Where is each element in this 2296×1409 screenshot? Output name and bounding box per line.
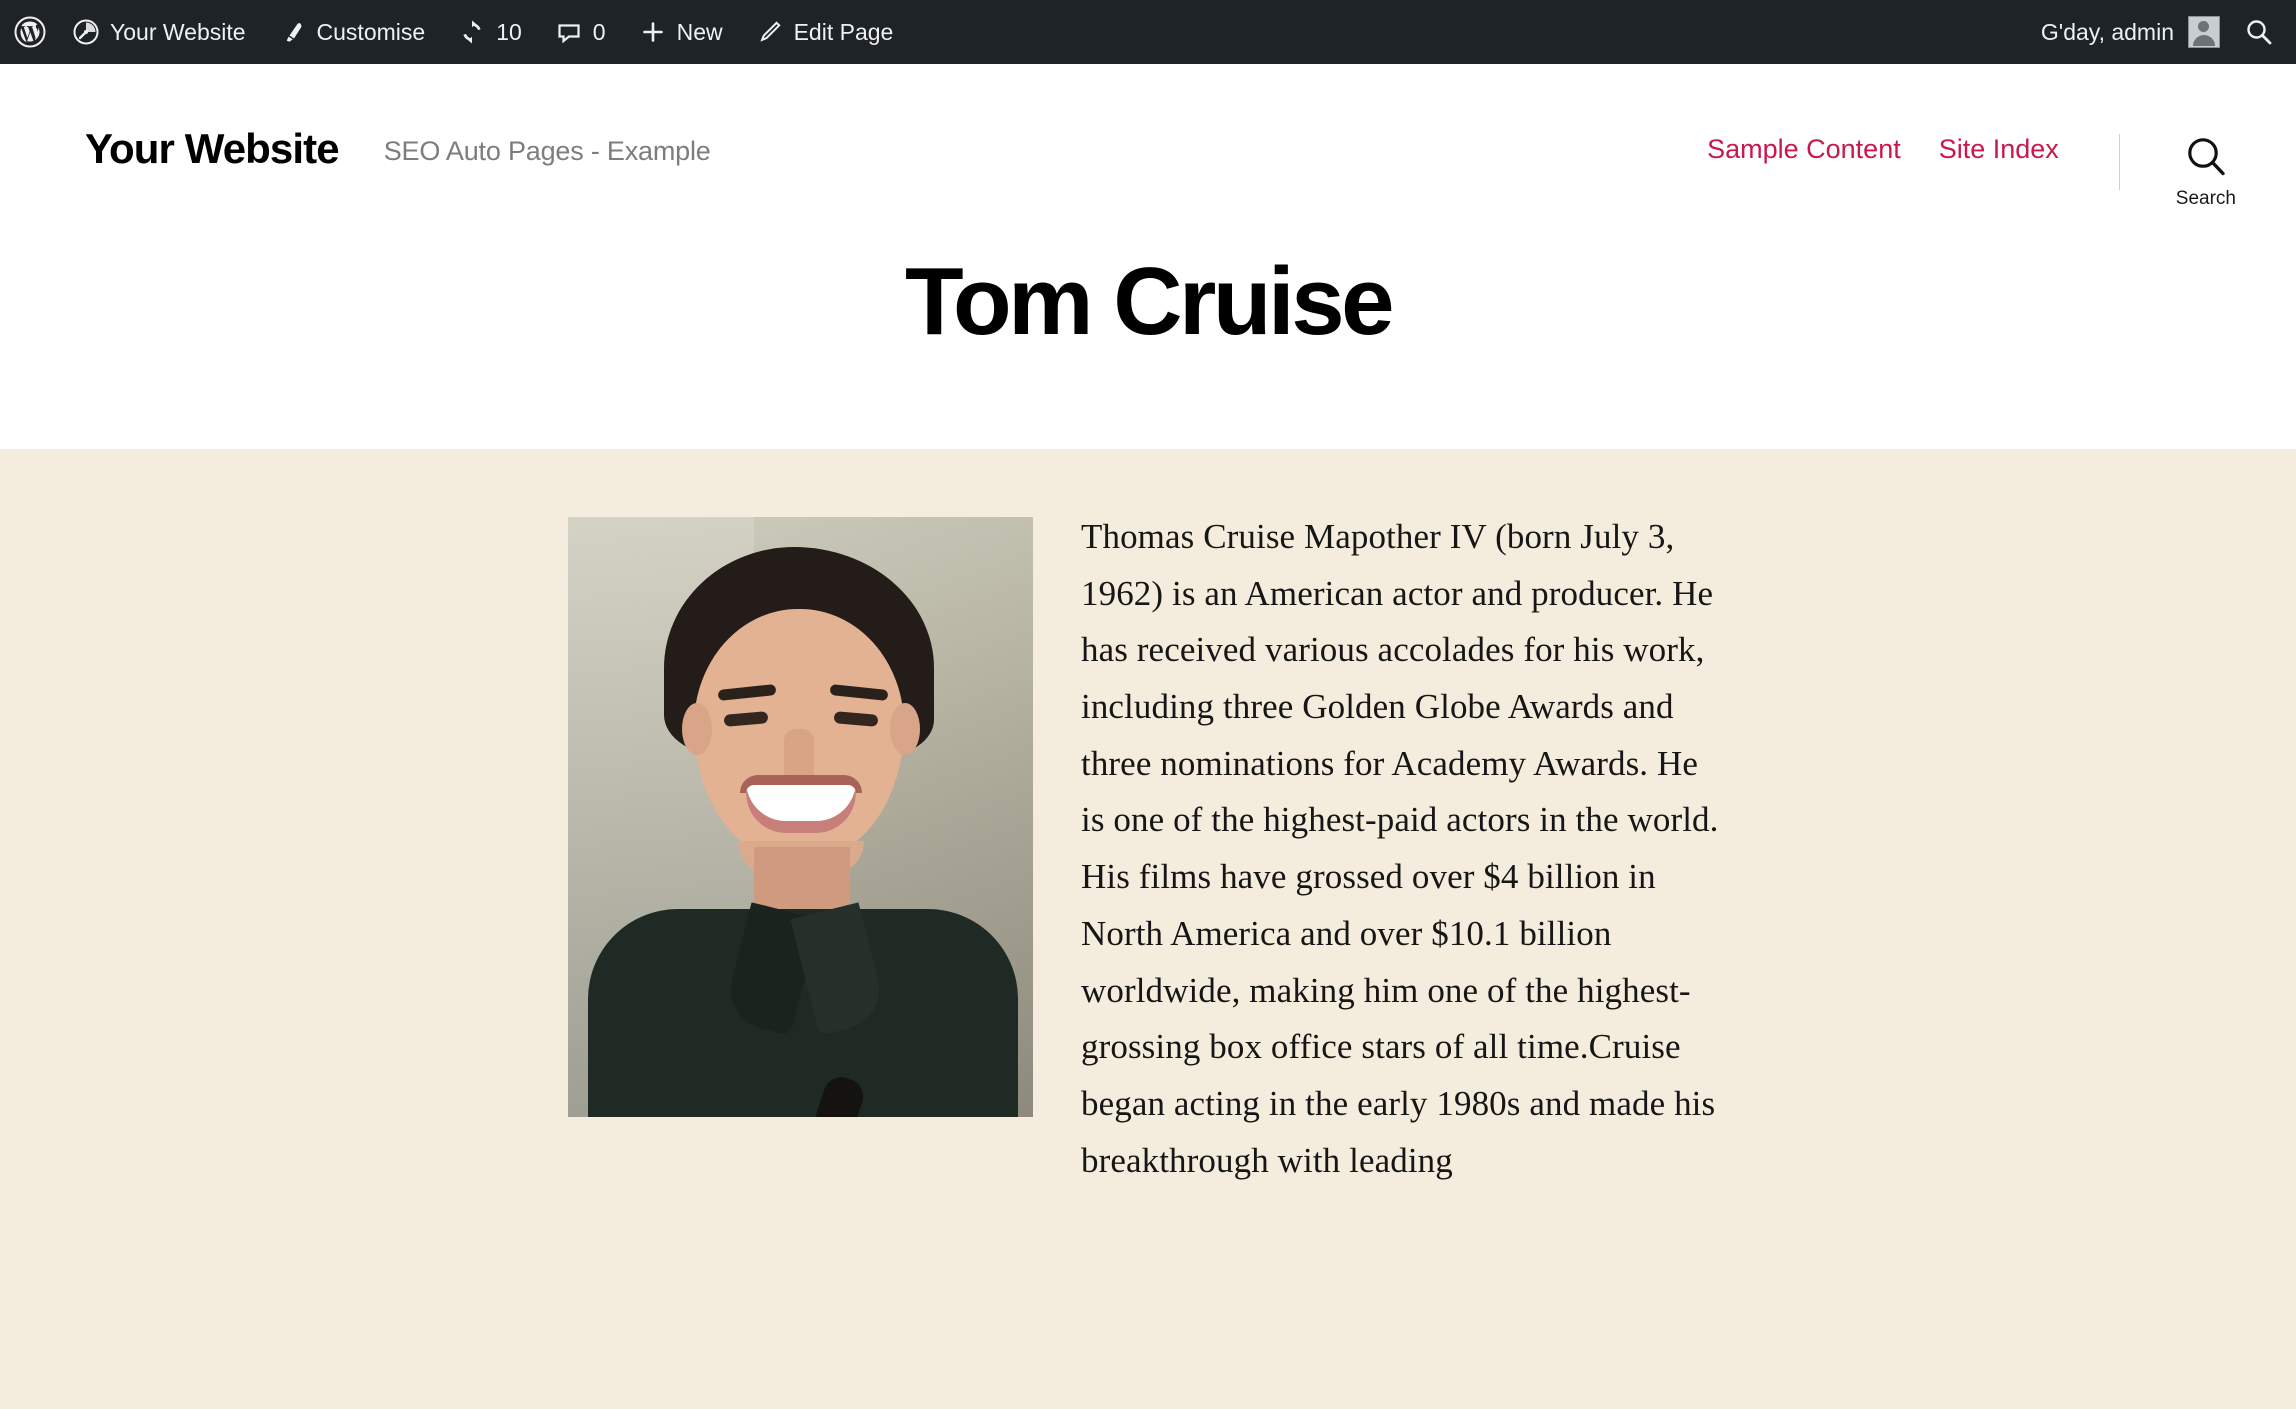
wordpress-logo-button[interactable] [0,0,56,64]
adminbar-site-name-label: Your Website [110,18,246,45]
adminbar-new-content[interactable] [623,0,740,64]
search-icon [2244,17,2274,47]
adminbar-new-content-label: New [676,18,723,45]
article-paragraph: Thomas Cruise Mapother IV (born July 3, 1962) is an American actor and producer. He has received various accolades for his work, including three Golden Globe Awards and three nominations for Academy Awards. He is one of the highest-paid actors in the world. His films have grossed over $4 billion in North America and over $10.1 billion worldwide, making him one of the highest-grossing box office stars of all time.Cruise began acting in the early 1980s and made his breakthrough with leading [1081,517,1719,1180]
adminbar-search-button[interactable] [2234,0,2296,64]
header-bar [0,64,2296,210]
nav-sample-content[interactable]: Sample Content [1707,134,1901,164]
wordpress-logo-icon [14,16,46,48]
page-content [0,449,2296,1409]
adminbar-comments-count: 0 [592,18,606,45]
comment-bubble-icon [556,19,582,45]
adminbar-updates[interactable] [442,0,539,64]
dashboard-icon [73,19,99,45]
adminbar-my-account[interactable] [2023,0,2234,64]
site-tagline: SEO Auto Pages - Example [383,136,711,166]
admin-bar-right-group [2023,0,2296,64]
user-avatar-icon [2188,16,2220,48]
adminbar-site-name[interactable] [56,0,263,64]
article-body [568,509,1728,1189]
admin-bar-left-group [0,0,910,64]
pencil-icon [757,19,783,45]
nav-site-index[interactable]: Site Index [1938,134,2059,164]
nav-divider [2119,134,2120,190]
adminbar-customize-label: Customise [316,18,426,45]
customize-brush-icon [280,19,306,45]
header-search-button[interactable] [2176,134,2236,210]
adminbar-edit-page[interactable] [740,0,911,64]
primary-navigation [1707,124,2236,210]
article-portrait-image [568,517,1033,1117]
adminbar-comments[interactable] [539,0,623,64]
plus-icon [640,19,666,45]
adminbar-edit-page-label: Edit Page [793,18,894,45]
site-header [0,64,2296,449]
search-icon [2183,134,2229,180]
site-title[interactable]: Your Website [85,125,339,172]
adminbar-updates-count: 10 [496,18,522,45]
updates-icon [459,19,485,45]
adminbar-customize[interactable] [263,0,443,64]
header-search-label: Search [2175,188,2236,209]
wp-admin-bar [0,0,2296,64]
page-title: Tom Cruise [905,248,1391,355]
adminbar-greeting: G'day, admin [2040,18,2174,45]
